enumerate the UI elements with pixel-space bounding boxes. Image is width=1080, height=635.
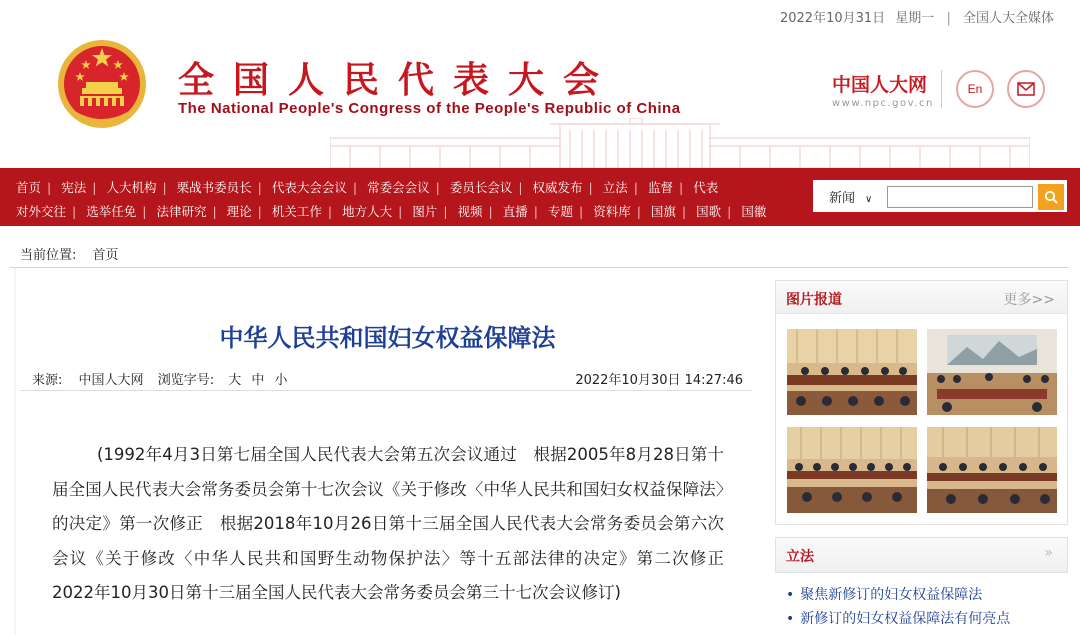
npc-site-logo[interactable] xyxy=(832,70,934,109)
nav-item-video[interactable]: 视频 xyxy=(457,204,483,219)
nav-item-congress-sessions[interactable]: 代表大会会议 xyxy=(271,180,347,195)
divider: | xyxy=(946,11,951,26)
nav-item-home[interactable]: 首页 xyxy=(16,180,42,195)
list-item[interactable] xyxy=(786,607,1010,631)
photo-thumbnail[interactable] xyxy=(787,329,917,415)
nav-item-standing-committee-sessions[interactable]: 常委会会议 xyxy=(367,180,430,195)
photo-report-panel xyxy=(775,280,1068,525)
nav-item-database[interactable]: 资料库 xyxy=(593,204,631,219)
nav-item-topics[interactable]: 专题 xyxy=(547,204,573,219)
search-button[interactable] xyxy=(1038,184,1064,210)
font-size-small-button[interactable]: 小 xyxy=(274,373,288,388)
nav-item-legislation[interactable]: 立法 xyxy=(602,180,628,195)
nav-row-1: 首页 | 宪法 | 人大机构 | 栗战书委员长 | 代表大会会议 | 常委会会议 | 委员长会议 | 权威发布 | 立法 | 监督 | 代表 xyxy=(16,180,719,195)
font-size-label: 浏览字号: xyxy=(157,373,215,388)
nav-item-theory[interactable]: 理论 xyxy=(226,204,252,219)
photo-panel-header xyxy=(776,281,1067,314)
nav-item-deputies[interactable]: 代表 xyxy=(693,180,719,195)
legislation-panel-title: 立法 xyxy=(786,549,814,565)
breadcrumb-home-link[interactable]: 首页 xyxy=(92,248,119,263)
article-meta xyxy=(32,369,294,388)
chevron-down-icon: ∨ xyxy=(865,194,873,205)
nav-item-national-flag[interactable]: 国旗 xyxy=(650,204,676,219)
photo-more-link[interactable]: 更多>> xyxy=(1003,292,1055,308)
nav-item-national-emblem[interactable]: 国徽 xyxy=(741,204,767,219)
site-url: www.npc.gov.cn xyxy=(832,98,934,109)
article-container xyxy=(0,268,770,635)
national-emblem-icon xyxy=(56,38,148,130)
current-date: 2022年10月31日 xyxy=(779,11,886,26)
list-item-label: 新修订的妇女权益保障法有何亮点 xyxy=(800,611,1011,627)
nav-item-agency-work[interactable]: 机关工作 xyxy=(271,204,322,219)
all-media-link[interactable]: 全国人大全媒体 xyxy=(962,11,1054,26)
nav-item-chairmen-council[interactable]: 委员长会议 xyxy=(449,180,513,195)
bullet-icon: • xyxy=(786,587,795,603)
nav-item-releases[interactable]: 权威发布 xyxy=(532,180,583,195)
main-nav xyxy=(0,168,1080,226)
top-info-bar xyxy=(780,7,1054,26)
photo-thumbnail[interactable] xyxy=(787,427,917,513)
source-value: 中国人大网 xyxy=(78,373,144,388)
article-body: (1992年4月3日第七届全国人民代表大会第五次会议通过 根据2005年8月28日第十届全国人民代表大会常务委员会第十七次会议《关于修改〈中华人民共和国妇女权益保障法〉的决定》第一次修正 根据2018年10月26日第十三届全国人民代表大会常务委员会第六次会议《关于修改〈中华人民共和国野生动物保护法〉等十五部法律的决定》第二次修正 2022年10月30日第十三届全国人民代表大会常务委员会第三十七次会议修订) xyxy=(52,445,741,602)
site-title-en: The National People's Congress of the People's Republic of China xyxy=(178,100,681,117)
nav-item-foreign-affairs[interactable]: 对外交往 xyxy=(16,204,67,219)
mail-icon xyxy=(1017,82,1035,96)
article-datetime: 2022年10月30日 14:27:46 xyxy=(575,373,743,388)
nav-item-national-anthem[interactable]: 国歌 xyxy=(696,204,722,219)
nav-item-institutions[interactable]: 人大机构 xyxy=(106,180,157,195)
nav-item-photos[interactable]: 图片 xyxy=(412,204,438,219)
nav-item-supervision[interactable]: 监督 xyxy=(647,180,673,195)
breadcrumb xyxy=(20,244,119,263)
search-icon xyxy=(1044,190,1058,204)
legislation-more-arrow-icon[interactable]: » xyxy=(1044,545,1053,561)
photo-thumbnail[interactable] xyxy=(927,329,1057,415)
source-label: 来源: xyxy=(32,373,63,388)
list-item-label: 聚焦新修订的妇女权益保障法 xyxy=(800,587,983,603)
nav-item-elections[interactable]: 选举任免 xyxy=(86,204,137,219)
search-category-value: 新闻 xyxy=(829,191,856,206)
mail-button[interactable] xyxy=(1007,70,1045,108)
nav-item-constitution[interactable]: 宪法 xyxy=(61,180,87,195)
nav-item-chairman[interactable]: 栗战书委员长 xyxy=(176,180,252,195)
nav-item-local-congress[interactable]: 地方人大 xyxy=(342,204,393,219)
site-title-cn: 全国人民代表大会 xyxy=(178,60,619,101)
legislation-news-list xyxy=(786,583,1010,631)
legislation-panel xyxy=(775,537,1068,573)
font-size-medium-button[interactable]: 中 xyxy=(251,373,265,388)
article-title: 中华人民共和国妇女权益保障法 xyxy=(219,324,556,352)
bullet-icon: • xyxy=(786,611,795,627)
english-version-button[interactable]: En xyxy=(956,70,994,108)
font-size-large-button[interactable]: 大 xyxy=(228,373,242,388)
list-item[interactable] xyxy=(786,583,1010,607)
photo-thumbnail[interactable] xyxy=(927,427,1057,513)
meta-divider xyxy=(20,390,752,391)
site-header xyxy=(0,0,1080,168)
legislation-panel-header xyxy=(776,538,1067,572)
breadcrumb-label: 当前位置: xyxy=(20,248,77,263)
nav-item-legal-research[interactable]: 法律研究 xyxy=(156,204,207,219)
nav-item-live[interactable]: 直播 xyxy=(502,204,528,219)
current-weekday: 星期一 xyxy=(895,11,935,26)
logo-divider xyxy=(941,70,942,108)
nav-row-2: 对外交往 | 选举任免 | 法律研究 | 理论 | 机关工作 | 地方人大 | 图片 | 视频 | 直播 | 专题 | 资料库 | 国旗 | 国歌 | 国徽 xyxy=(16,204,767,219)
search-box xyxy=(813,180,1067,212)
site-logo-text: 中国人大网 xyxy=(832,74,928,96)
search-input[interactable] xyxy=(887,186,1033,208)
photo-panel-title: 图片报道 xyxy=(786,292,842,308)
search-category-select[interactable] xyxy=(829,187,872,206)
great-hall-illustration xyxy=(330,118,1030,168)
